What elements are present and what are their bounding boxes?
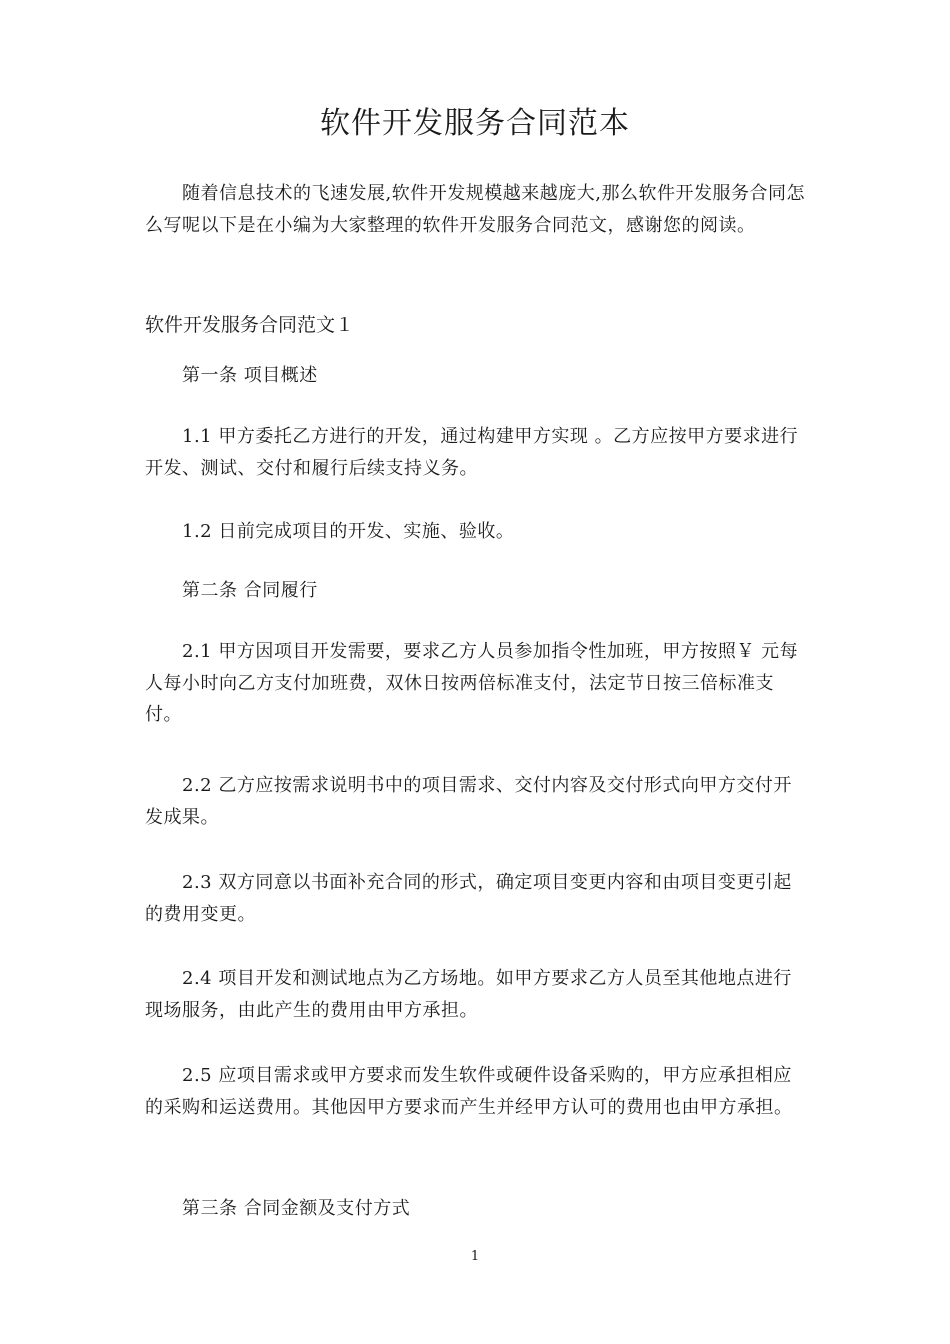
section-heading: 软件开发服务合同范文１ — [145, 314, 355, 336]
article-1-title: 第一条 项目概述 — [182, 365, 318, 386]
clause-2-3: 2.3 双方同意以书面补充合同的形式，确定项目变更内容和由项目变更引起的费用变更。 — [145, 872, 792, 925]
clause-2-5: 2.5 应项目需求或甲方要求而发生软件或硬件设备采购的，甲方应承担相应的采购和运送费用。其他因甲方要求而产生并经甲方认可的费用也由甲方承担。 — [145, 1065, 793, 1118]
document-title: 软件开发服务合同范本 — [320, 106, 630, 141]
clause-2-4: 2.4 项目开发和测试地点为乙方场地。如甲方要求乙方人员至其他地点进行现场服务，由此产生的费用由甲方承担。 — [145, 968, 792, 1021]
page-number: 1 — [470, 1249, 480, 1264]
clause-1-1: 1.1 甲方委托乙方进行的开发，通过构建甲方实现 。乙方应按甲方要求进行开发、测试、交付和履行后续支持义务。 — [145, 426, 799, 479]
article-2-title: 第二条 合同履行 — [182, 580, 318, 601]
intro-paragraph: 随着信息技术的飞速发展,软件开发规模越来越庞大,那么软件开发服务合同怎么写呢以下是在小编为大家整理的软件开发服务合同范文，感谢您的阅读。 — [145, 183, 805, 236]
clause-2-2: 2.2 乙方应按需求说明书中的项目需求、交付内容及交付形式向甲方交付开发成果。 — [145, 775, 792, 828]
clause-1-2: 1.2 日前完成项目的开发、实施、验收。 — [182, 521, 515, 542]
clause-2-1: 2.1 甲方因项目开发需要，要求乙方人员参加指令性加班，甲方按照￥ 元每人每小时向乙方支付加班费，双休日按两倍标准支付，法定节日按三倍标准支付。 — [145, 641, 799, 725]
article-3-title: 第三条 合同金额及支付方式 — [182, 1198, 411, 1219]
